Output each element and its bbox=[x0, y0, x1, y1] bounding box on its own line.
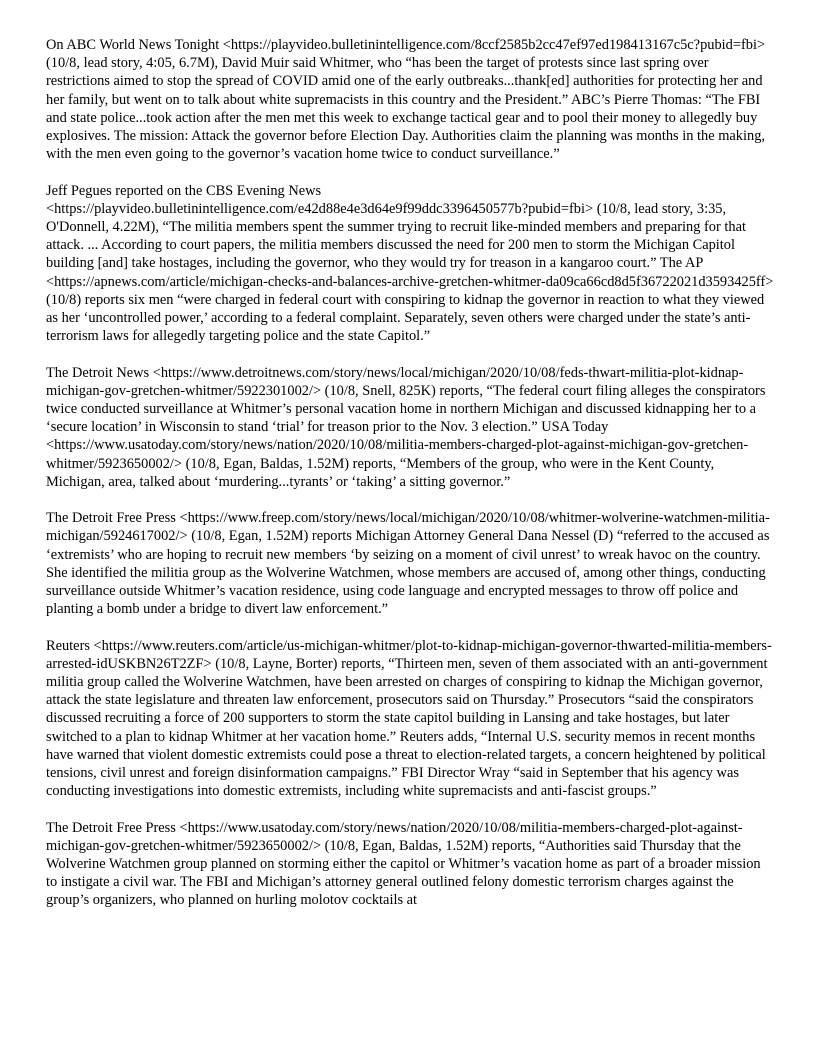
paragraph-detroit-free-press-watchmen: The Detroit Free Press <https://www.usatoday.com/story/news/nation/2020/10/08/militia-members-charged-plot-against-michigan-gov-gretchen-whitmer/5923650002/> (10/8, Egan, Baldas, 1.52M) reports, “Authorities said Thursday that the Wolverine Watchmen group planned on storming either the capitol or Whitmer’s vacation home as part of a broader mission to instigate a civil war. The FBI and Michigan’s attorney general outlined felony domestic terrorism charges against the group’s organizers, who planned on hurling molotov cocktails at bbox=[46, 819, 761, 909]
document-page bbox=[46, 36, 774, 928]
paragraph-reuters: Reuters <https://www.reuters.com/article/us-michigan-whitmer/plot-to-kidnap-michigan-governor-thwarted-militia-members-arrested-idUSKBN26T2ZF> (10/8, Layne, Borter) reports, “Thirteen men, seven of them associated with an anti-government militia group called the Wolverine Watchmen, have been arrested on charges of conspiring to kidnap the Michigan governor, attack the state legislature and threaten law enforcement, prosecutors said on Thursday.” Prosecutors “said the conspirators discussed recruiting a force of 200 supporters to storm the state capitol building in Lansing and take hostages, but later switched to a plan to kidnap Whitmer at her vacation home.” Reuters adds, “Internal U.S. security memos in recent months have warned that violent domestic extremists could pose a threat to election-related targets, a concern heightened by political tensions, civil unrest and foreign disinformation campaigns.” FBI Director Wray “said in September that his agency was conducting investigations into domestic extremists, including white supremacists and anti-fascist groups.” bbox=[46, 637, 772, 800]
paragraph-cbs-evening-news: Jeff Pegues reported on the CBS Evening News <https://playvideo.bulletinintelligence.com/e42d88e4e3d64e9f99ddc3396450577b?pubid=fbi> (10/8, lead story, 3:35, O'Donnell, 4.22M), “The militia members spent the summer trying to recruit like-minded members and preparing for that attack. ... According to court papers, the militia members discussed the need for 200 men to storm the Michigan Capitol building [and] take hostages, including the governor, who they would try for treason in a kangaroo court.” The AP <https://apnews.com/article/michigan-checks-and-balances-archive-gretchen-whitmer-da09ca66cd8d5f36722021d3593425ff> (10/8) reports six men “were charged in federal court with conspiring to kidnap the governor in reaction to what they viewed as her ‘uncontrolled power,’ according to a federal complaint. Separately, seven others were charged under the state’s anti-terrorism laws for allegedly targeting police and the state Capitol.” bbox=[46, 182, 774, 345]
paragraph-detroit-news: The Detroit News <https://www.detroitnews.com/story/news/local/michigan/2020/10/08/feds-thwart-militia-plot-kidnap-michigan-gov-gretchen-whitmer/5922301002/> (10/8, Snell, 825K) reports, “The federal court filing alleges the conspirators twice conducted surveillance at Whitmer’s personal vacation home in northern Michigan and discussed kidnapping her to a ‘secure location’ in Wisconsin to stand ‘trial’ for treason prior to the Nov. 3 election.” USA Today <https://www.usatoday.com/story/news/nation/2020/10/08/militia-members-charged-plot-against-michigan-gov-gretchen-whitmer/5923650002/> (10/8, Egan, Baldas, 1.52M) reports, “Members of the group, who were in the Kent County, Michigan, area, talked about ‘murdering...tyrants’ or ‘taking’ a sitting governor.” bbox=[46, 364, 766, 490]
paragraph-detroit-free-press-nessel: The Detroit Free Press <https://www.freep.com/story/news/local/michigan/2020/10/08/whitmer-wolverine-watchmen-militia-michigan/5924617002/> (10/8, Egan, 1.52M) reports Michigan Attorney General Dana Nessel (D) “referred to the accused as ‘extremists’ who are hoping to recruit new members ‘by seizing on a moment of civil unrest’ to wreak havoc on the country. She identified the militia group as the Wolverine Watchmen, whose members are accused of, among other things, conducting surveillance outside Whitmer’s vacation residence, using code language and encrypted messages to throw off police and planting a bomb under a bridge to divert law enforcement.” bbox=[46, 510, 770, 618]
paragraph-abc-world-news: On ABC World News Tonight <https://playvideo.bulletinintelligence.com/8ccf2585b2cc47ef97ed198413167c5c?pubid=fbi> (10/8, lead story, 4:05, 6.7M), David Muir said Whitmer, who “has been the target of protests since last spring over restrictions aimed to stop the spread of COVID amid one of the early outbreaks...thank[ed] authorities for protecting her and her family, but went on to talk about white supremacists in this country and the President.” ABC’s Pierre Thomas: “The FBI and state police...took action after the men met this week to exchange tactical gear and to pool their money to allegedly buy explosives. The mission: Attack the governor before Election Day. Authorities claim the planning was months in the making, with the men even going to the governor’s vacation home twice to conduct surveillance.” bbox=[46, 37, 766, 163]
